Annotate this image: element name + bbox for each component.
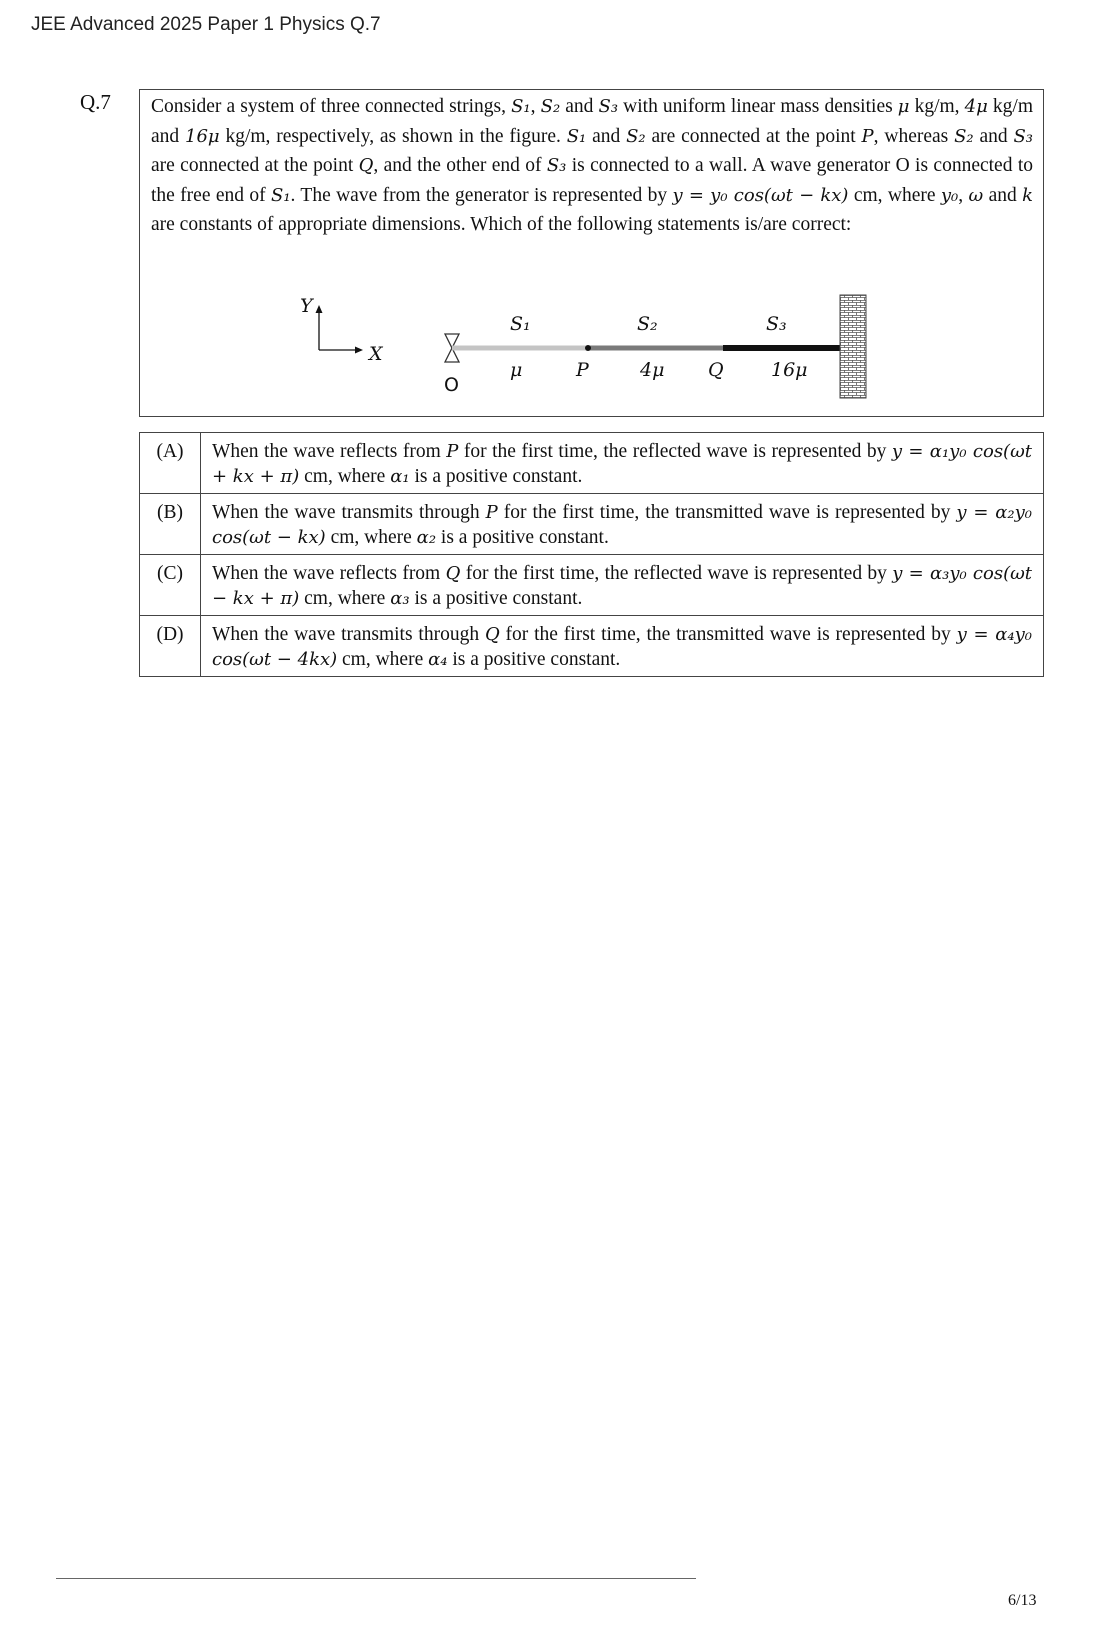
axis-x-label: X: [369, 343, 383, 365]
option-label: (B): [140, 494, 201, 555]
string-s1-label: S₁: [510, 313, 531, 335]
density-s3: 16μ: [771, 359, 808, 381]
option-d: [140, 616, 1044, 677]
option-c: [140, 555, 1044, 616]
option-label: (D): [140, 616, 201, 677]
question-text: Consider a system of three connected strings, S₁, S₂ and S₃ with uniform linear mass densities μ kg/m, 4μ kg/m and 16μ kg/m, respectively, as shown in the figure. S₁ and S₂ are connected at the point P, whereas S₂ and S₃ are connected at the point Q, and the other end of S₃ is connected to a wall. A wave generator O is connected to the free end of S₁. The wave from the generator is represented by y = y₀ cos(ωt − kx) cm, where y₀, ω and k are constants of appropriate dimensions. Which of the following statements is/are correct:: [151, 96, 1034, 235]
option-a: [140, 433, 1044, 494]
page-number: 6/13: [1008, 1592, 1037, 1609]
page-header: JEE Advanced 2025 Paper 1 Physics Q.7: [31, 14, 381, 35]
string-system-figure: [140, 90, 1043, 416]
option-b: [140, 494, 1044, 555]
options-table: [139, 432, 1044, 677]
option-label: (A): [140, 433, 201, 494]
density-s2: 4μ: [640, 359, 665, 381]
footer-divider: [56, 1578, 696, 1579]
option-text: When the wave reflects from P for the first time, the reflected wave is represented by y = α₁y₀ cos(ωt + kx + π) cm, where α₁ is a positive constant.: [201, 433, 1044, 494]
axis-y-label: Y: [300, 295, 313, 317]
option-text: When the wave reflects from Q for the first time, the reflected wave is represented by y = α₃y₀ cos(ωt − kx + π) cm, where α₃ is a positive constant.: [201, 555, 1044, 616]
axes-icon: [316, 305, 364, 354]
question-box: [139, 89, 1044, 417]
generator-label: O: [444, 374, 459, 396]
junction-p: [585, 345, 591, 351]
point-q-label: Q: [708, 359, 724, 381]
option-label: (C): [140, 555, 201, 616]
string-s3-label: S₃: [766, 313, 787, 335]
question-number: Q.7: [80, 90, 111, 114]
density-s1: μ: [510, 359, 523, 381]
option-text: When the wave transmits through Q for the first time, the transmitted wave is represented by y = α₄y₀ cos(ωt − 4kx) cm, where α₄ is a positive constant.: [201, 616, 1044, 677]
option-text: When the wave transmits through P for the first time, the transmitted wave is represented by y = α₂y₀ cos(ωt − kx) cm, where α₂ is a positive constant.: [201, 494, 1044, 555]
string-s2-label: S₂: [637, 313, 658, 335]
point-p-label: P: [576, 359, 589, 381]
wall-icon: [840, 295, 866, 398]
